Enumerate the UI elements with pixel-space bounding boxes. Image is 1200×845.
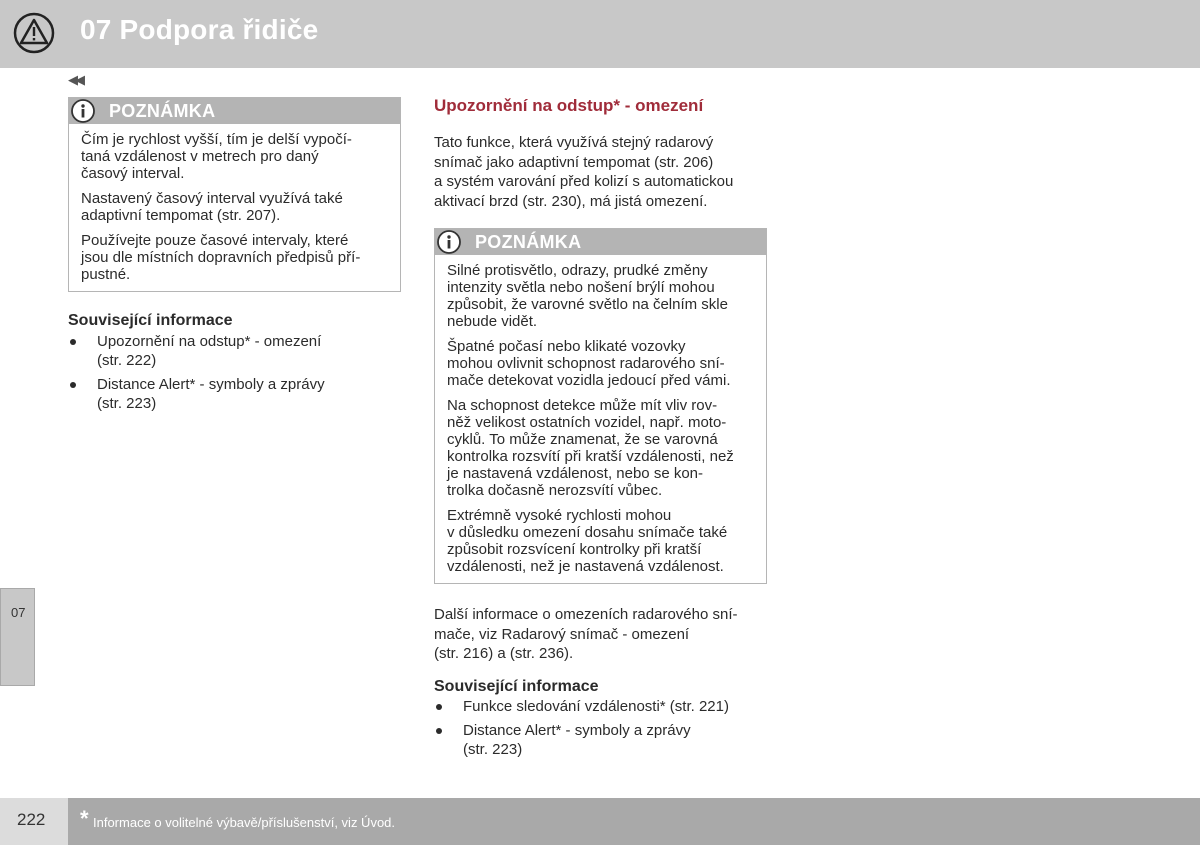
note-body <box>435 255 766 583</box>
note-paragraph: Extrémně vysoké rychlosti mohou v důsledku omezení dosahu snímače také způsobit rozsvícení kontrolky při kratší vzdálenosti, než je nastavená vzdálenost. <box>447 507 728 575</box>
note-paragraph: Čím je rychlost vyšší, tím je delší vypočí- taná vzdálenost v metrech pro daný časový interval. <box>81 131 352 182</box>
footnote-text: Informace o volitelné výbavě/příslušenství, viz Úvod. <box>93 815 396 830</box>
back-link[interactable]: ◀◀ <box>68 72 82 87</box>
related-link[interactable] <box>434 721 774 759</box>
left-related-list <box>68 332 398 418</box>
right-note-box <box>434 228 767 584</box>
page-header <box>0 0 1200 68</box>
info-icon <box>436 229 462 255</box>
note-paragraph: Na schopnost detekce může mít vliv rov- něž velikost ostatních vozidel, např. moto- cyklů. To může znamenat, že se varovná kontrolka rozsvítí při kratší vzdálenosti, než je nastavená vzdálenost, nebo se kon- trolka dočasně nerozsvítí vůbec. <box>447 397 734 499</box>
note-header <box>435 229 766 255</box>
info-icon <box>70 98 96 124</box>
related-link-text[interactable]: Upozornění na odstup* - omezení (str. 222) <box>97 333 322 369</box>
left-note-box <box>68 97 401 292</box>
related-link[interactable] <box>434 697 774 716</box>
related-link-text[interactable]: Funkce sledování vzdálenosti* (str. 221) <box>463 698 729 715</box>
note-paragraph: Nastavený časový interval využívá také adaptivní tempomat (str. 207). <box>81 190 343 224</box>
note-paragraph: Silné protisvětlo, odrazy, prudké změny intenzity světla nebo nošení brýlí mohou způsobit, že varovné světlo na čelním skle nebude vidět. <box>447 262 728 330</box>
page-number: 222 <box>17 810 46 829</box>
right-related-heading: Související informace <box>434 678 599 695</box>
related-link-text[interactable]: Distance Alert* - symboly a zprávy (str. 223) <box>463 722 691 758</box>
chapter-tab-label: 07 <box>11 605 26 620</box>
bullet-icon <box>436 728 442 734</box>
related-link[interactable] <box>68 375 398 413</box>
right-related-list <box>434 697 774 764</box>
section-heading: Upozornění na odstup* - omezení <box>434 96 704 115</box>
left-related-heading: Související informace <box>68 312 233 329</box>
chapter-tab[interactable] <box>0 588 35 686</box>
bullet-icon <box>436 704 442 710</box>
bullet-icon <box>70 382 76 388</box>
header-icon-box <box>0 0 68 68</box>
warning-triangle-icon <box>13 12 55 54</box>
note-title: POZNÁMKA <box>109 101 216 121</box>
note-body <box>69 124 400 291</box>
note-title: POZNÁMKA <box>475 232 582 252</box>
related-link-text[interactable]: Distance Alert* - symboly a zprávy (str. 223) <box>97 376 325 412</box>
related-link[interactable] <box>68 332 398 370</box>
note-paragraph: Špatné počasí nebo klikaté vozovky mohou ovlivnit schopnost radarového sní- mače detekovat vozidla jedoucí před vámi. <box>447 338 731 389</box>
page-title: 07 Podpora řidiče <box>80 14 319 45</box>
bullet-icon <box>70 339 76 345</box>
note-paragraph: Používejte pouze časové intervaly, které jsou dle místních dopravních předpisů pří- pustné. <box>81 232 361 283</box>
intro-paragraph: Tato funkce, která využívá stejný radarový snímač jako adaptivní tempomat (str. 206) a systém varování před kolizí s automatickou aktivací brzd (str. 230), má jistá omezení. <box>434 134 734 210</box>
more-info-paragraph: Další informace o omezeních radarového sní- mače, viz Radarový snímač - omezení (str. 216) a (str. 236). <box>434 606 738 662</box>
note-header <box>69 98 400 124</box>
footnote-star: * <box>80 806 89 831</box>
